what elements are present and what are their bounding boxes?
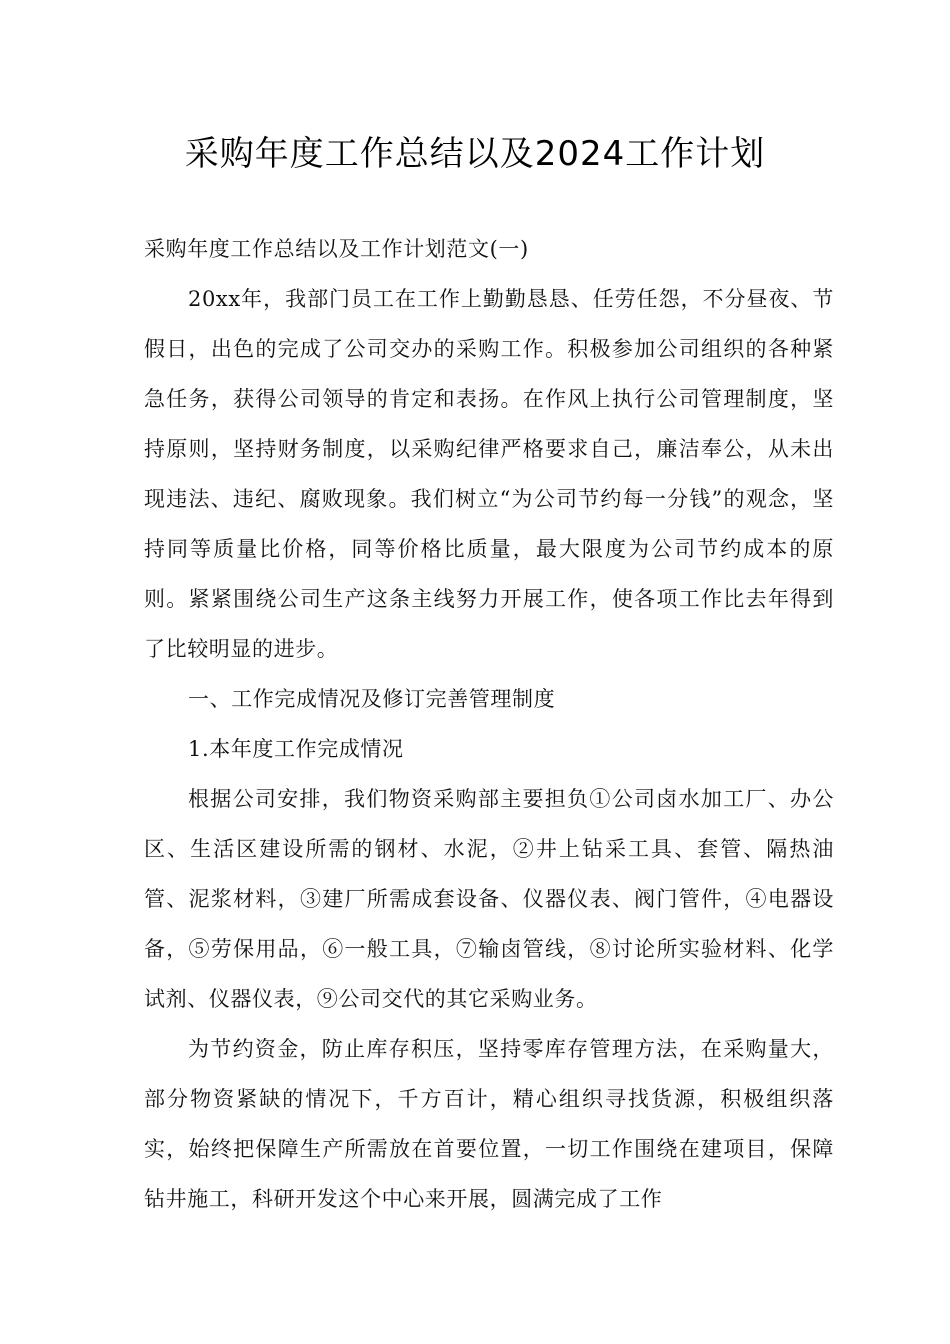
document-body: [144, 224, 834, 1224]
paragraph-intro: 20xx年，我部门员工在工作上勤勤恳恳、任劳任怨，不分昼夜、节假日，出色的完成了公司交办的采购工作。积极参加公司组织的各种紧急任务，获得公司领导的肯定和表扬。在作风上执行公司管理制度，坚持原则，坚持财务制度，以采购纪律严格要求自己，廉洁奉公，从未出现违法、违纪、腐败现象。我们树立“为公司节约每一分钱”的观念，坚持同等质量比价格，同等价格比质量，最大限度为公司节约成本的原则。紧紧围绕公司生产这条主线努力开展工作，使各项工作比去年得到了比较明显的进步。: [144, 287, 834, 661]
section-heading: 一、工作完成情况及修订完善管理制度: [188, 687, 556, 711]
document-title: 采购年度工作总结以及2024工作计划: [184, 134, 766, 174]
paragraph-savings: 为节约资金，防止库存积压，坚持零库存管理方法，在采购量大，部分物资紧缺的情况下，千方百计，精心组织寻找货源，积极组织落实，始终把保障生产所需放在首要位置，一切工作围绕在建项目，保障钻井施工，科研开发这个中心来开展，圆满完成了工作: [144, 1037, 834, 1211]
document-subtitle: 采购年度工作总结以及工作计划范文(一): [144, 237, 529, 261]
subsection-heading: 1.本年度工作完成情况: [188, 737, 404, 761]
paragraph-responsibilities: 根据公司安排，我们物资采购部主要担负①公司卤水加工厂、办公区、生活区建设所需的钢材、水泥，②井上钻采工具、套管、隔热油管、泥浆材料，③建厂所需成套设备、仪器仪表、阀门管件，④电器设备，⑤劳保用品，⑥一般工具，⑦输卤管线，⑧讨论所实验材料、化学试剂、仪器仪表，⑨公司交代的其它采购业务。: [144, 787, 834, 1011]
